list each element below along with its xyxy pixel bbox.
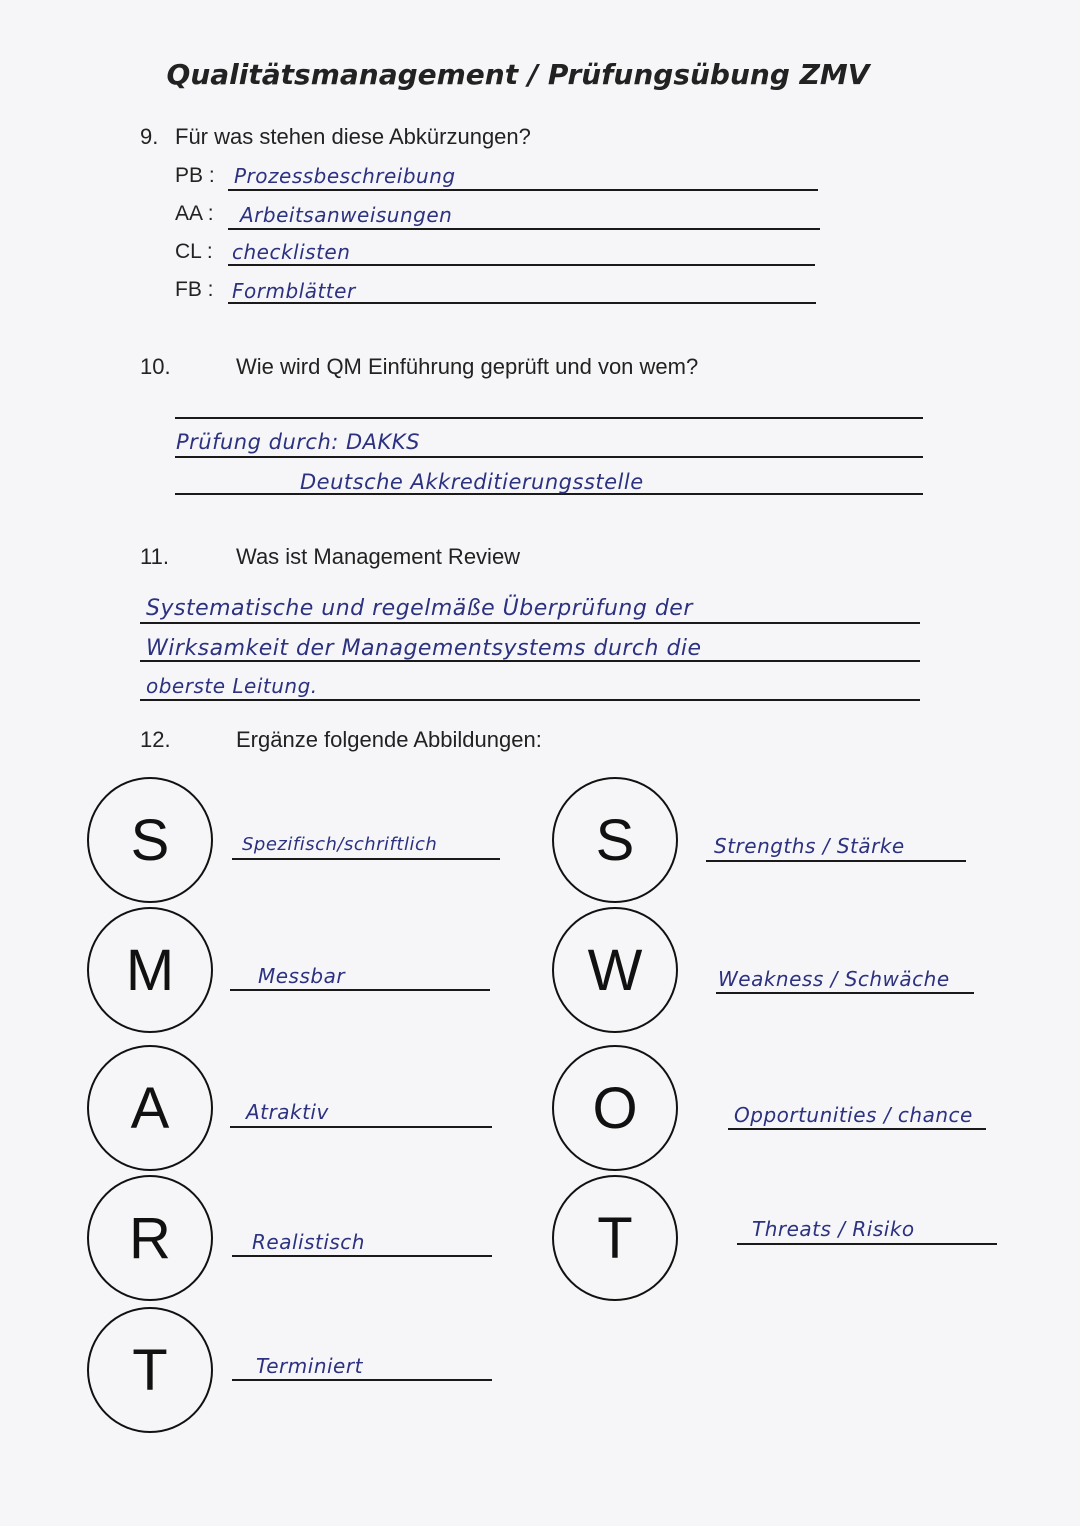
abbr-label-pb: PB : xyxy=(175,164,215,187)
smart-circle-s: S xyxy=(87,777,213,903)
smart-circle-t: T xyxy=(87,1307,213,1433)
abbr-label-aa: AA : xyxy=(175,202,214,225)
question-9-text: Für was stehen diese Abkürzungen? xyxy=(175,124,531,149)
answer-11-line-2[interactable]: Wirksamkeit der Managementsystems durch die xyxy=(146,636,702,661)
smart-circle-r: R xyxy=(87,1175,213,1301)
swot-answer-t[interactable]: Threats / Risiko xyxy=(752,1217,915,1241)
answer-line xyxy=(140,622,920,624)
answer-line xyxy=(228,264,815,266)
answer-10-line-2[interactable]: Prüfung durch: DAKKS xyxy=(176,430,420,454)
question-11-text: Was ist Management Review xyxy=(236,544,521,569)
question-10-number: 10. xyxy=(140,354,171,379)
smart-answer-t[interactable]: Terminiert xyxy=(256,1354,363,1378)
abbr-answer-fb[interactable]: Formblätter xyxy=(232,279,356,303)
question-12-number: 12. xyxy=(140,727,171,752)
answer-line xyxy=(140,699,920,701)
swot-circle-s: S xyxy=(552,777,678,903)
answer-line xyxy=(232,858,500,860)
page-title: Qualitätsmanagement / Prüfungsübung ZMV xyxy=(166,58,870,91)
answer-line xyxy=(232,1379,492,1381)
answer-11-line-3[interactable]: oberste Leitung. xyxy=(146,674,318,698)
smart-answer-a[interactable]: Atraktiv xyxy=(246,1100,329,1124)
answer-line xyxy=(737,1243,997,1245)
swot-circle-w: W xyxy=(552,907,678,1033)
abbr-answer-cl[interactable]: checklisten xyxy=(232,240,351,264)
answer-line xyxy=(716,992,974,994)
answer-10-line-3[interactable]: Deutsche Akkreditierungsstelle xyxy=(300,470,644,494)
smart-circle-a: A xyxy=(87,1045,213,1171)
smart-answer-s[interactable]: Spezifisch/schriftlich xyxy=(242,834,438,855)
abbr-label-fb: FB : xyxy=(175,278,214,301)
question-11-number: 11. xyxy=(140,544,169,569)
answer-line xyxy=(232,1255,492,1257)
answer-line xyxy=(228,228,820,230)
swot-answer-o[interactable]: Opportunities / chance xyxy=(734,1103,973,1127)
answer-line xyxy=(230,1126,492,1128)
question-9-number: 9. xyxy=(140,124,159,149)
question-12-text: Ergänze folgende Abbildungen: xyxy=(236,727,542,752)
swot-answer-s[interactable]: Strengths / Stärke xyxy=(714,834,905,858)
abbr-label-cl: CL : xyxy=(175,240,213,263)
swot-answer-w[interactable]: Weakness / Schwäche xyxy=(718,967,950,991)
swot-circle-t: T xyxy=(552,1175,678,1301)
answer-line xyxy=(228,189,818,191)
answer-line xyxy=(175,456,923,458)
swot-circle-o: O xyxy=(552,1045,678,1171)
abbr-answer-pb[interactable]: Prozessbeschreibung xyxy=(234,164,456,188)
smart-circle-m: M xyxy=(87,907,213,1033)
smart-answer-r[interactable]: Realistisch xyxy=(252,1230,365,1254)
answer-line xyxy=(728,1128,986,1130)
question-10-text: Wie wird QM Einführung geprüft und von wem? xyxy=(236,354,699,379)
answer-11-line-1[interactable]: Systematische und regelmäße Überprüfung der xyxy=(146,596,693,621)
smart-answer-m[interactable]: Messbar xyxy=(258,964,346,988)
answer-line xyxy=(175,417,923,419)
abbr-answer-aa[interactable]: Arbeitsanweisungen xyxy=(240,203,453,227)
answer-line xyxy=(230,989,490,991)
answer-line xyxy=(706,860,966,862)
